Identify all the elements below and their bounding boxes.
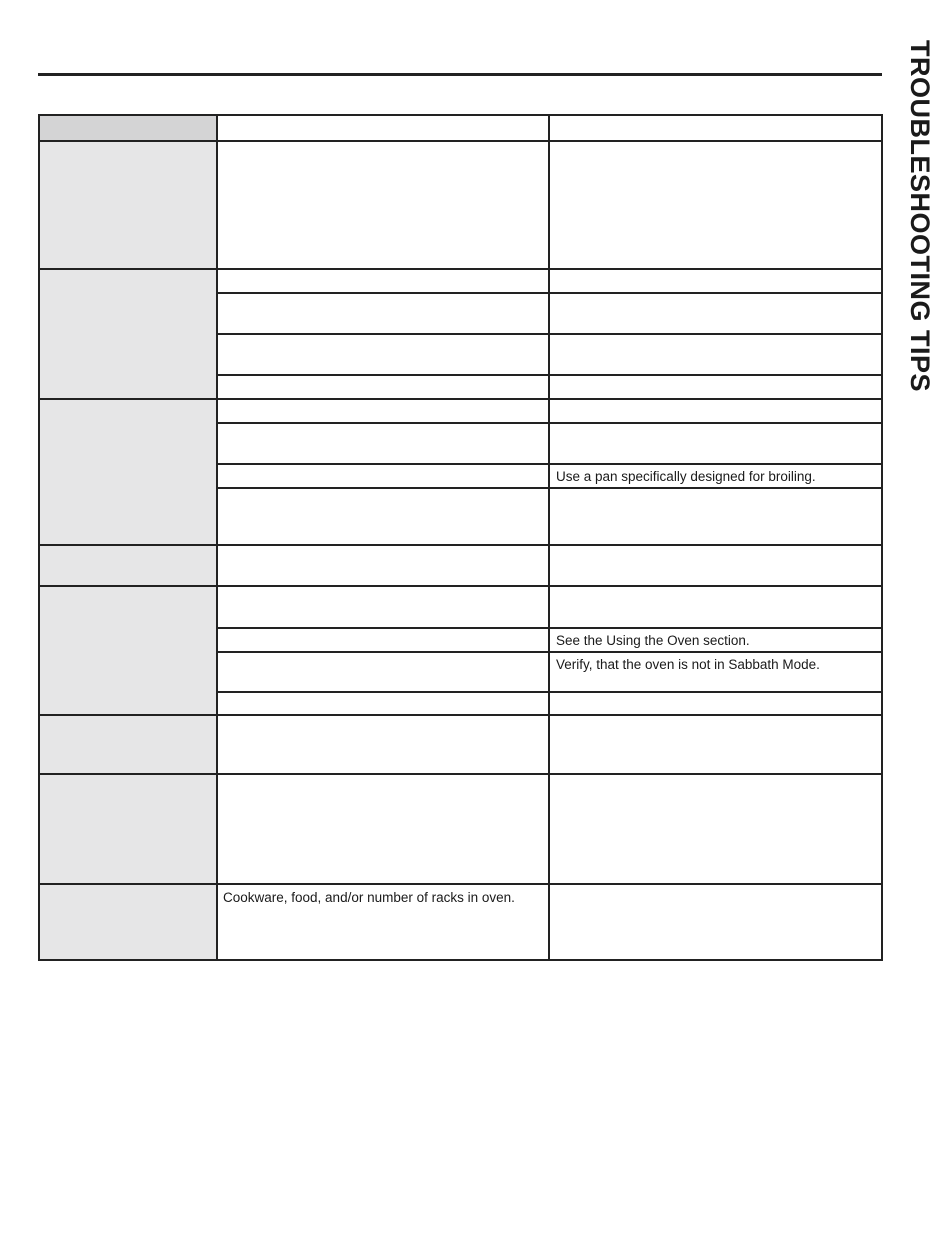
problem-cell xyxy=(38,774,217,884)
table-rule xyxy=(38,398,883,400)
table-rule xyxy=(38,883,883,885)
table-rule xyxy=(38,773,883,775)
problem-cell xyxy=(38,586,217,715)
solution-cell: Verify, that the oven is not in Sabbath Mode. xyxy=(556,657,820,672)
table-rule xyxy=(38,268,883,270)
table-rule xyxy=(38,959,883,961)
problem-cell xyxy=(38,269,217,399)
solution-cell: Use a pan specifically designed for broiling. xyxy=(556,469,816,484)
table-rule xyxy=(216,114,218,961)
table-rule xyxy=(548,114,550,961)
section-title: TROUBLESHOOTING TIPS xyxy=(905,40,935,393)
table-rule xyxy=(38,544,883,546)
problem-cell xyxy=(38,399,217,545)
table-rule xyxy=(38,714,883,716)
troubleshooting-table xyxy=(38,114,883,961)
problem-cell xyxy=(38,142,217,269)
table-rule xyxy=(38,114,40,961)
cause-cell: Cookware, food, and/or number of racks in oven. xyxy=(223,890,515,905)
table-rule xyxy=(38,585,883,587)
solution-cell: See the Using the Oven section. xyxy=(556,633,750,648)
header-rule xyxy=(38,73,882,76)
problem-cell xyxy=(38,545,217,586)
table-rule xyxy=(881,114,883,961)
problem-cell xyxy=(38,884,217,961)
table-rule xyxy=(38,140,883,142)
header-cell-problem xyxy=(38,114,217,142)
table-rule xyxy=(38,114,883,116)
problem-cell xyxy=(38,715,217,774)
